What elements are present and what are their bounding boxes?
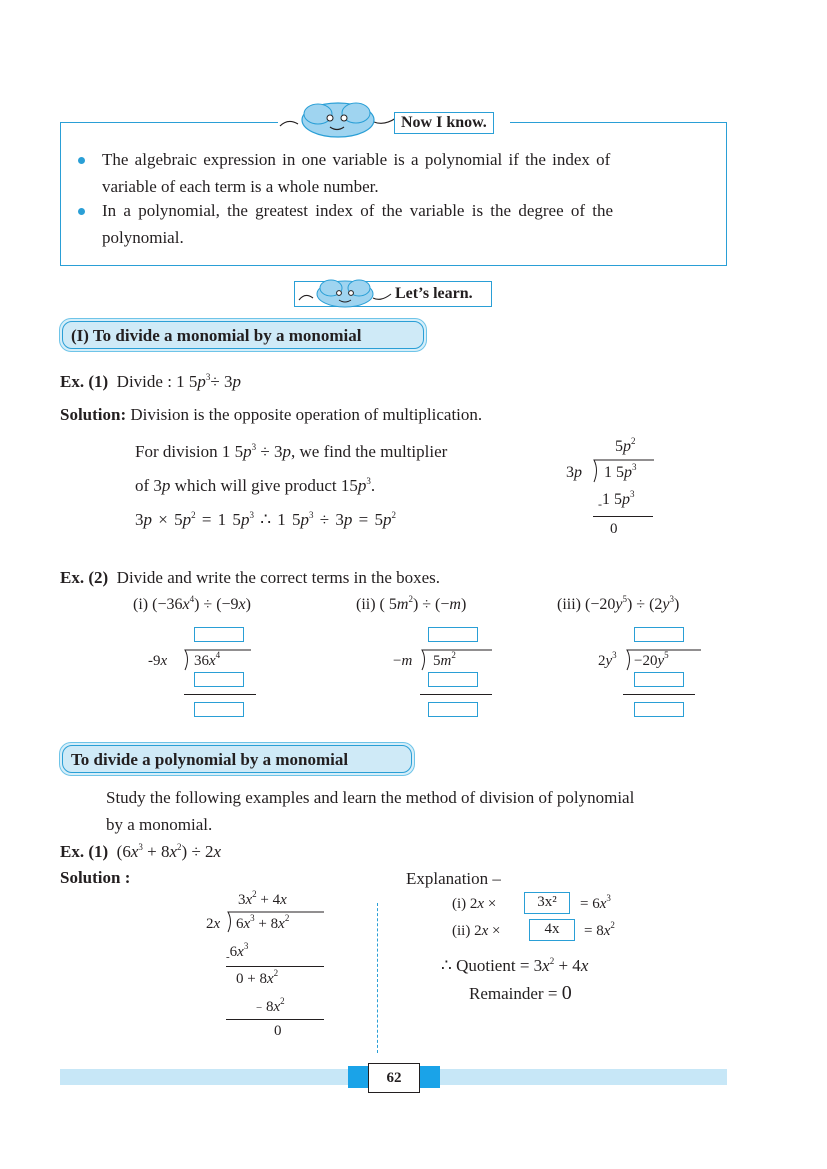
explanation-ii-result: = $8x^2$: [584, 920, 615, 939]
ld1-subtract: $_-$1 $5p^3$: [598, 489, 635, 511]
ex2-iii-label: (iii) $(-20y^5) \div (2y^3)$: [557, 594, 680, 613]
bullet-1-line-2: variable of each term is a whole number.: [102, 177, 379, 196]
answer-box-iii-product[interactable]: [634, 672, 684, 687]
ld2-line-2: [226, 1019, 324, 1020]
section-2-intro-line-1: Study the following examples and learn the method of division of polynomial: [106, 788, 635, 807]
solution-line-3: $3p \times 5p^2 = 1$ $5p^3$ ∴ 1 $5p^3 \div 3p = 5p^2$: [135, 510, 396, 529]
solution-line: Solution: Division is the opposite operation of multiplication.: [60, 405, 483, 424]
footer-tab-left: [348, 1066, 370, 1088]
ex2-ii-label: (ii) ( $5m^2) \div (-m)$: [356, 594, 467, 613]
bullet-1-line-1: The algebraic expression in one variable is a polynomial if the index of: [102, 150, 611, 169]
solution-line-1: For division 1 $5p^3 \div 3p$, we find the multiplier: [135, 442, 448, 461]
bullet-2: [78, 208, 85, 215]
answer-box-i-quotient[interactable]: [194, 627, 244, 642]
ld2-partial: $0 + 8x^2$: [236, 968, 279, 987]
ld2-quotient: $3x^2 + 4x$: [238, 889, 287, 908]
cloud-icon: [297, 278, 393, 308]
section-1-heading-text: (I) To divide a monomial by a monomial: [62, 321, 424, 349]
ld-iii-dividend: $-20y^5$: [634, 650, 669, 669]
explanation-box-1: [524, 892, 570, 914]
ex2-line: Ex. (2) Divide and write the correct terms in the boxes.: [60, 568, 441, 587]
ld2-line-1: [226, 966, 324, 967]
ld2-dividend: $6x^3 + 8x^2$: [236, 913, 290, 932]
ld1-remainder: 0: [610, 521, 618, 537]
footer-tab-right: [418, 1066, 440, 1088]
cloud-icon: [278, 100, 398, 140]
quotient-line: ∴ Quotient = $3x^2 + 4x$: [441, 956, 589, 975]
page-number: 62: [368, 1063, 420, 1093]
ld2-subtract-1: $_-6x^3$: [226, 941, 249, 963]
explanation-i-result: = $6x^3$: [580, 893, 611, 912]
ld-ii-line: [420, 694, 492, 695]
dashed-divider: [377, 903, 378, 1053]
ld-iii-line: [623, 694, 695, 695]
ex1-line: Ex. (1) Divide : 1 $5p^3\div 3p$: [60, 372, 242, 391]
bullet-2-line-2: polynomial.: [102, 228, 184, 247]
remainder-line: Remainder = 0: [469, 982, 572, 1004]
answer-box-i-product[interactable]: [194, 672, 244, 687]
answer-box-ii-remainder[interactable]: [428, 702, 478, 717]
ld2-divisor: 2x: [206, 916, 221, 932]
answer-box-ii-product[interactable]: [428, 672, 478, 687]
now-i-know-banner: [278, 112, 510, 136]
explanation-box-1-text: 3x²: [537, 894, 557, 910]
section-1-heading: [59, 318, 427, 352]
ld-i-divisor: -9x: [148, 653, 168, 669]
section-2-ex1-line: Ex. (1) $(6x^3 + 8x^2) \div 2x$: [60, 842, 222, 861]
ld-ii-bracket: [420, 648, 494, 672]
explanation-i: (i) 2x ×: [452, 896, 497, 912]
section-2-intro-line-2: by a monomial.: [106, 815, 213, 834]
bullet-2-line-1: In a polynomial, the greatest index of the variable is the degree of the: [102, 201, 614, 220]
ld-ii-divisor: −m: [393, 653, 413, 669]
ld2-remainder: 0: [274, 1023, 282, 1039]
ld1-quotient: $5p^2$: [615, 436, 636, 455]
lets-learn-banner: [294, 281, 492, 307]
ld1-dividend: 1 $5p^3$: [604, 462, 637, 481]
solution-line-2: of 3p which will give product $15p^3$.: [135, 476, 376, 495]
ld-i-line: [184, 694, 256, 695]
answer-box-i-remainder[interactable]: [194, 702, 244, 717]
explanation-label: Explanation –: [406, 869, 501, 888]
explanation-box-2: [529, 919, 575, 941]
ld1-divisor: 3p: [566, 464, 582, 481]
ld-iii-divisor: $2y^3$: [598, 650, 617, 669]
bullet-1: [78, 157, 85, 164]
section-2-heading-text: To divide a polynomial by a monomial: [62, 745, 412, 773]
ld-ii-dividend: $5m^2$: [433, 650, 456, 669]
ex2-i-label: (i) $(-36x^4) \div (-9x)$: [133, 594, 251, 613]
section-2-heading: [59, 742, 415, 776]
explanation-ii: (ii) 2x ×: [452, 923, 501, 939]
answer-box-iii-remainder[interactable]: [634, 702, 684, 717]
explanation-box-2-text: 4x: [544, 921, 560, 937]
section-2-solution-label: Solution :: [60, 868, 131, 887]
ld-i-dividend: $36x^4$: [194, 650, 221, 669]
lets-learn-tag: Let’s learn.: [395, 285, 473, 302]
ld1-line: [593, 516, 653, 517]
now-i-know-tag: Now I know.: [394, 112, 494, 134]
answer-box-ii-quotient[interactable]: [428, 627, 478, 642]
answer-box-iii-quotient[interactable]: [634, 627, 684, 642]
ld2-subtract-2: − $8x^2$: [256, 996, 285, 1015]
